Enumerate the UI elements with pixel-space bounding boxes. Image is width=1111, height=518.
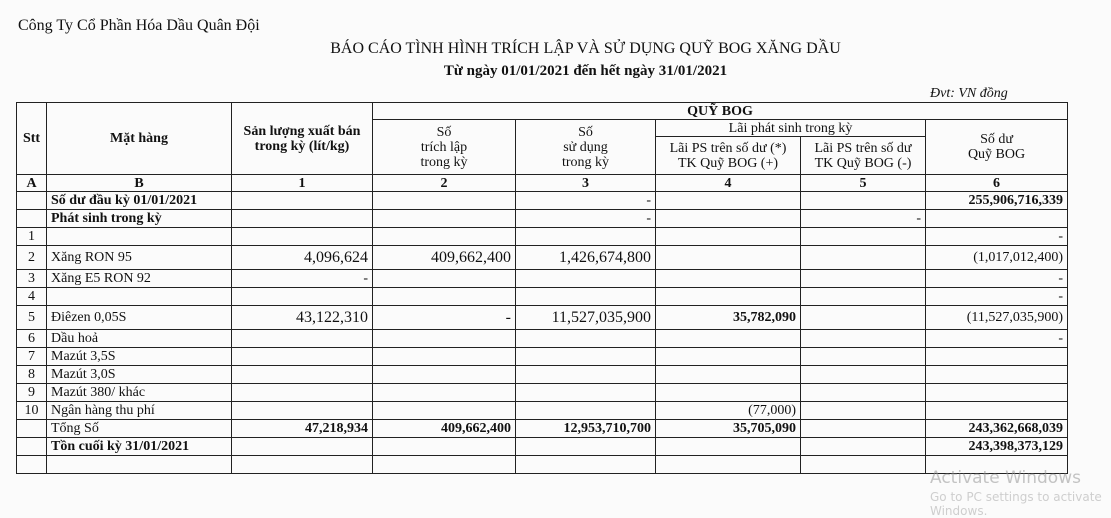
table-row xyxy=(17,246,1068,270)
header-bog-fund: QUỸ BOG xyxy=(373,103,1068,120)
header-line: Lãi PS trên số dư (*) xyxy=(669,140,787,156)
cell-c3: 12,953,710,700 xyxy=(516,420,656,438)
header-sales-volume xyxy=(232,103,373,175)
cell-stt xyxy=(17,210,47,228)
cell-c4 xyxy=(656,228,801,246)
cell-c4: 35,705,090 xyxy=(656,420,801,438)
cell-c6 xyxy=(926,210,1068,228)
cell-c2: 409,662,400 xyxy=(373,420,516,438)
cell-item: Mazút 3,0S xyxy=(47,366,232,384)
cell-stt: 3 xyxy=(17,270,47,288)
table-row xyxy=(17,192,1068,210)
cell-item: Tổng Số xyxy=(47,420,232,438)
report-title: BÁO CÁO TÌNH HÌNH TRÍCH LẬP VÀ SỬ DỤNG QUỸ BOG XĂNG DẦU xyxy=(330,40,841,57)
cell-c5 xyxy=(801,270,926,288)
cell-c1: 4,096,624 xyxy=(232,246,373,270)
header-line: TK Quỹ BOG (-) xyxy=(814,155,912,171)
table-row xyxy=(17,330,1068,348)
cell-c4 xyxy=(656,246,801,270)
cell-c6 xyxy=(926,348,1068,366)
cell-c6: - xyxy=(926,288,1068,306)
cell-item: Tồn cuối kỳ 31/01/2021 xyxy=(47,438,232,456)
cell-item: Mazút 3,5S xyxy=(47,348,232,366)
cell-c4 xyxy=(656,288,801,306)
index-cell: 4 xyxy=(656,175,801,192)
index-cell: 2 xyxy=(373,175,516,192)
cell-stt xyxy=(17,192,47,210)
table-row xyxy=(17,210,1068,228)
header-allocated xyxy=(373,120,516,175)
table-row xyxy=(17,420,1068,438)
cell-c1 xyxy=(232,438,373,456)
cell-c2 xyxy=(373,384,516,402)
table-row xyxy=(17,384,1068,402)
cell-c4 xyxy=(656,456,801,474)
cell-c4: 35,782,090 xyxy=(656,306,801,330)
cell-c3 xyxy=(516,348,656,366)
bog-fund-table xyxy=(16,102,1068,474)
header-used xyxy=(516,120,656,175)
cell-item xyxy=(47,228,232,246)
header-item: Mặt hàng xyxy=(47,103,232,175)
cell-item: Phát sinh trong kỳ xyxy=(47,210,232,228)
cell-c2 xyxy=(373,456,516,474)
cell-c3 xyxy=(516,384,656,402)
cell-c5 xyxy=(801,456,926,474)
index-cell: B xyxy=(47,175,232,192)
header-line: sử dụng xyxy=(563,139,608,155)
cell-c5 xyxy=(801,366,926,384)
cell-c4 xyxy=(656,330,801,348)
cell-item: Xăng RON 95 xyxy=(47,246,232,270)
header-line: trong kỳ (lít/kg) xyxy=(254,138,350,154)
cell-c4 xyxy=(656,348,801,366)
cell-stt: 2 xyxy=(17,246,47,270)
cell-c6: 255,906,716,339 xyxy=(926,192,1068,210)
cell-stt: 5 xyxy=(17,306,47,330)
cell-c2 xyxy=(373,210,516,228)
cell-c4: (77,000) xyxy=(656,402,801,420)
header-line: Quỹ BOG xyxy=(967,147,1026,162)
cell-c5 xyxy=(801,192,926,210)
cell-stt: 10 xyxy=(17,402,47,420)
cell-c3: 11,527,035,900 xyxy=(516,306,656,330)
cell-c5 xyxy=(801,306,926,330)
cell-c3: - xyxy=(516,192,656,210)
cell-c2: 409,662,400 xyxy=(373,246,516,270)
cell-c3 xyxy=(516,330,656,348)
cell-c6: - xyxy=(926,228,1068,246)
cell-item xyxy=(47,456,232,474)
cell-c1: 43,122,310 xyxy=(232,306,373,330)
cell-c2: - xyxy=(373,306,516,330)
cell-c5 xyxy=(801,420,926,438)
cell-c2 xyxy=(373,402,516,420)
header-line: Số xyxy=(436,124,452,140)
table-row xyxy=(17,288,1068,306)
cell-c6 xyxy=(926,402,1068,420)
cell-c2 xyxy=(373,192,516,210)
index-cell: 6 xyxy=(926,175,1068,192)
cell-c1 xyxy=(232,384,373,402)
cell-c5 xyxy=(801,228,926,246)
cell-c2 xyxy=(373,270,516,288)
table-row xyxy=(17,270,1068,288)
cell-c6: 243,398,373,129 xyxy=(926,438,1068,456)
column-index-row xyxy=(17,175,1068,192)
index-cell: 1 xyxy=(232,175,373,192)
cell-c2 xyxy=(373,288,516,306)
cell-c3 xyxy=(516,402,656,420)
cell-c1 xyxy=(232,192,373,210)
cell-c2 xyxy=(373,228,516,246)
cell-item: Điêzen 0,05S xyxy=(47,306,232,330)
cell-item: Mazút 380/ khác xyxy=(47,384,232,402)
table-row xyxy=(17,306,1068,330)
header-line: trong kỳ xyxy=(420,154,468,170)
cell-c3 xyxy=(516,228,656,246)
cell-stt: 9 xyxy=(17,384,47,402)
cell-c5 xyxy=(801,438,926,456)
cell-c3: - xyxy=(516,210,656,228)
cell-c1 xyxy=(232,402,373,420)
header-interest-plus xyxy=(656,137,801,175)
cell-c6 xyxy=(926,366,1068,384)
cell-c5: - xyxy=(801,210,926,228)
cell-c1: - xyxy=(232,270,373,288)
cell-c6: - xyxy=(926,330,1068,348)
cell-c6 xyxy=(926,384,1068,402)
cell-c6: - xyxy=(926,270,1068,288)
cell-stt: 4 xyxy=(17,288,47,306)
cell-c4 xyxy=(656,384,801,402)
header-line: Sản lượng xuất bán xyxy=(243,123,361,139)
cell-c4 xyxy=(656,192,801,210)
cell-c1 xyxy=(232,228,373,246)
cell-item: Xăng E5 RON 92 xyxy=(47,270,232,288)
cell-c1 xyxy=(232,366,373,384)
cell-stt: 6 xyxy=(17,330,47,348)
report-period: Từ ngày 01/01/2021 đến hết ngày 31/01/2021 xyxy=(443,63,728,79)
cell-c1: 47,218,934 xyxy=(232,420,373,438)
activate-windows-watermark: Activate Windows xyxy=(930,468,1081,488)
cell-c6: 243,362,668,039 xyxy=(926,420,1068,438)
cell-c5 xyxy=(801,402,926,420)
cell-stt: 1 xyxy=(17,228,47,246)
cell-c4 xyxy=(656,210,801,228)
cell-c1 xyxy=(232,456,373,474)
cell-stt: 7 xyxy=(17,348,47,366)
cell-c6: (11,527,035,900) xyxy=(926,306,1068,330)
cell-c5 xyxy=(801,348,926,366)
cell-c5 xyxy=(801,288,926,306)
table-row xyxy=(17,348,1068,366)
cell-c3 xyxy=(516,366,656,384)
cell-c3 xyxy=(516,438,656,456)
cell-stt xyxy=(17,420,47,438)
activate-windows-subtext: Go to PC settings to activate Windows. xyxy=(930,490,1102,518)
table-row xyxy=(17,228,1068,246)
cell-c6: (1,017,012,400) xyxy=(926,246,1068,270)
table-row xyxy=(17,438,1068,456)
cell-c4 xyxy=(656,270,801,288)
header-line: Số xyxy=(578,124,593,140)
header-line: Số dư xyxy=(980,132,1013,147)
cell-c1 xyxy=(232,210,373,228)
index-cell: A xyxy=(17,175,47,192)
company-name: Công Ty Cổ Phần Hóa Dầu Quân Đội xyxy=(18,17,260,34)
cell-c3 xyxy=(516,456,656,474)
header-line: Lãi PS trên số dư xyxy=(814,140,912,156)
cell-c4 xyxy=(656,438,801,456)
header-interest-group: Lãi phát sinh trong kỳ xyxy=(656,120,926,137)
cell-c1 xyxy=(232,288,373,306)
table-row xyxy=(17,456,1068,474)
header-interest-minus xyxy=(801,137,926,175)
index-cell: 3 xyxy=(516,175,656,192)
cell-c3: 1,426,674,800 xyxy=(516,246,656,270)
header-line: trong kỳ xyxy=(561,154,610,170)
cell-item: Ngân hàng thu phí xyxy=(47,402,232,420)
index-cell: 5 xyxy=(801,175,926,192)
cell-c1 xyxy=(232,348,373,366)
cell-item: Dầu hoả xyxy=(47,330,232,348)
cell-c2 xyxy=(373,366,516,384)
cell-c3 xyxy=(516,270,656,288)
header-stt: Stt xyxy=(17,103,47,175)
table-row xyxy=(17,402,1068,420)
cell-c5 xyxy=(801,384,926,402)
cell-item xyxy=(47,288,232,306)
cell-item: Số dư đầu kỳ 01/01/2021 xyxy=(47,192,232,210)
header-balance xyxy=(926,120,1068,175)
cell-c2 xyxy=(373,330,516,348)
cell-stt xyxy=(17,456,47,474)
cell-c2 xyxy=(373,438,516,456)
currency-unit: Đvt: VN đồng xyxy=(930,86,1008,101)
cell-stt: 8 xyxy=(17,366,47,384)
cell-c4 xyxy=(656,366,801,384)
cell-c2 xyxy=(373,348,516,366)
table-row xyxy=(17,366,1068,384)
cell-c5 xyxy=(801,330,926,348)
cell-c1 xyxy=(232,330,373,348)
cell-c3 xyxy=(516,288,656,306)
cell-c5 xyxy=(801,246,926,270)
header-line: trích lập xyxy=(420,139,468,155)
cell-stt xyxy=(17,438,47,456)
header-line: TK Quỹ BOG (+) xyxy=(677,155,779,171)
